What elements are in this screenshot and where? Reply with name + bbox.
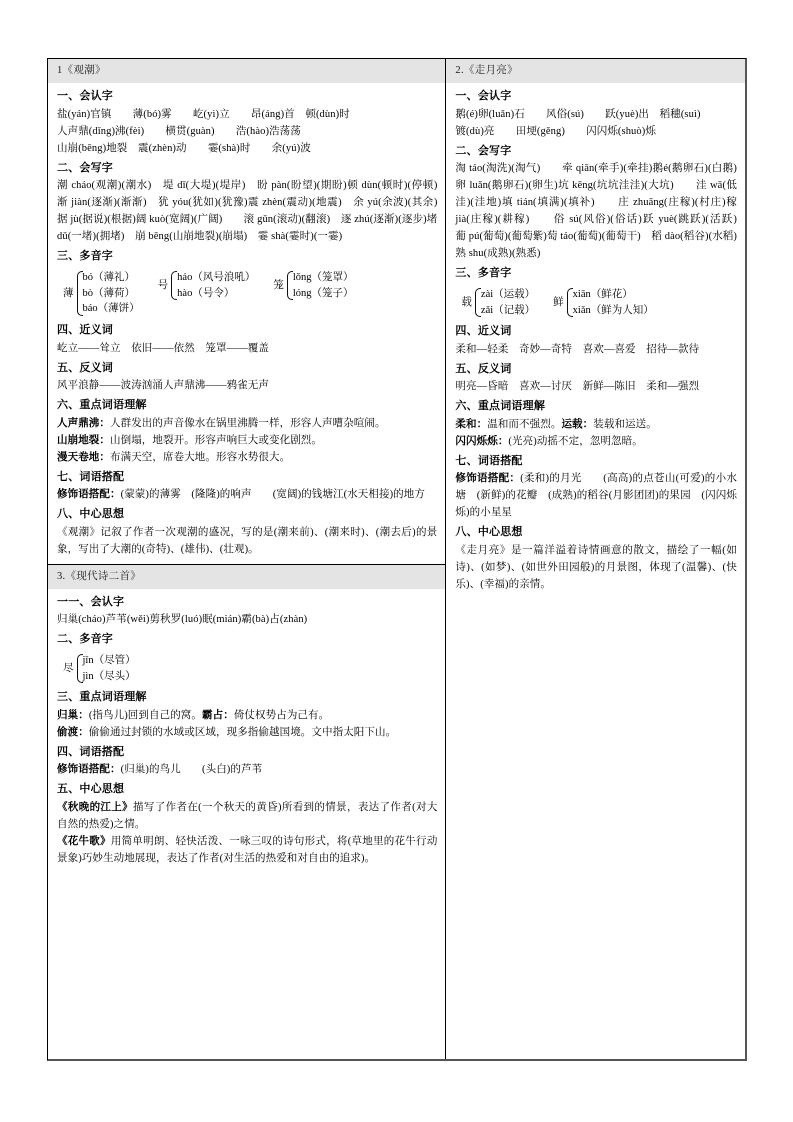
brace-icon xyxy=(473,287,480,319)
lesson-title-zouyueliang: 2.《走月亮》 xyxy=(446,59,745,83)
section-heading-main-idea: 八、中心思想 xyxy=(57,508,125,521)
section-heading-synonyms: 四、近义词 xyxy=(455,325,512,338)
key-word-term: 闪闪烁烁： xyxy=(455,434,509,447)
collocation-term: 修饰语搭配： xyxy=(57,763,121,776)
polyphone-char: 载 xyxy=(461,296,472,308)
polyphone-reading: zǎi（记载） xyxy=(480,304,536,316)
char-line: 淘 táo(淘洗)(淘气) 牵 qiān(牵手)(牵挂)鹅é(鹅卵石)(白鹅) 卵 luǎn(鹅卵石)(卵生)坑 kēng(坑坑洼洼)(大坑) 洼 wā(低洼)(洼地)填 tián(填满)(填补) 庄 zhuāng(庄稼)(村庄)稼 jià(庄稼)(耕稼) 俗 sú(风俗)(俗话)跃 yuè(跳跃)(活跃) 葡 pú(葡萄)(葡萄紫)萄 táo(葡萄)(葡萄干) 稻 dào(稻谷)(水稻)熟 shu(成熟)(熟悉) xyxy=(455,163,759,260)
polyphone-entry xyxy=(63,653,136,685)
polyphone-readings xyxy=(83,270,140,317)
key-word-definition: 偷偷通过封锁的水域或区域，现多指偷越国境。文中指太阳下山。 xyxy=(88,726,397,738)
section-heading-polyphones: 三、多音字 xyxy=(455,267,512,280)
synonym-line: 屹立——耸立 依旧——依然 笼罩——覆盖 xyxy=(57,342,269,354)
polyphone-readings xyxy=(83,653,136,685)
polyphone-char: 笼 xyxy=(273,279,284,291)
polyphone-reading: bó（薄礼） xyxy=(82,271,135,283)
study-guide-table xyxy=(47,58,759,1061)
section-heading-key-words: 三、重点词语理解 xyxy=(57,691,147,704)
key-word-definition: 山倒塌，地裂开。形容声响巨大或变化剧烈。 xyxy=(110,434,322,446)
key-word-definition: (指鸟儿)回到自己的窝。 xyxy=(88,709,203,721)
main-idea-text: 描写了作者在(一个秋天的黄昏)所看到的情景，表达了作者(对大自然的热爱)之情。 xyxy=(57,801,438,830)
polyphone-char: 尽 xyxy=(63,662,74,674)
polyphone-reading: zài（运载） xyxy=(480,288,536,300)
section-heading-key-words: 六、重点词语理解 xyxy=(455,400,546,413)
key-word-term: 运载： xyxy=(561,417,594,430)
char-line: 人声鼎(dǐng)沸(fèi) 横贯(guàn) 浩(hào)浩荡荡 xyxy=(57,125,301,137)
collocation-entry xyxy=(455,470,737,521)
lesson-block-zouyueliang xyxy=(446,59,759,599)
polyphone-group-row xyxy=(459,285,737,321)
main-idea-text: 《观潮》记叙了作者一次观潮的盛况，写的是(潮来前)、(潮来时)、(潮去后)的景象，写出了大潮的(奇特)、(雄伟)、(壮观)。 xyxy=(57,526,438,555)
poem-title: 《秋晚的江上》 xyxy=(57,800,133,813)
char-line: 鹅(é)卵(luǎn)石 风俗(sú) 跃(yuè)出 稻穗(suì) xyxy=(455,108,701,120)
polyphone-readings xyxy=(573,287,654,319)
char-line: 山崩(bēng)地裂 震(zhèn)动 霎(shà)时 余(yú)波 xyxy=(57,142,311,154)
polyphone-reading: háo（风号浪吼） xyxy=(177,271,256,283)
collocation-text: (蒙蒙)的薄雾 (隆隆)的响声 (宽阔)的钱塘江(水天相接)的地方 xyxy=(120,489,425,501)
key-word-entry xyxy=(57,724,437,741)
polyphone-reading: lǒng（笼罩） xyxy=(292,271,354,283)
table-column-left xyxy=(48,59,459,1059)
section-heading-antonyms: 五、反义词 xyxy=(57,361,113,374)
key-word-term: 人声鼎沸： xyxy=(57,416,110,429)
lesson-title-guanchao: 1《观潮》 xyxy=(48,59,445,83)
main-idea-entry xyxy=(57,833,437,867)
brace-icon xyxy=(285,270,292,302)
brace-icon xyxy=(565,287,572,319)
key-word-entry xyxy=(57,449,437,466)
key-word-entry xyxy=(57,415,437,432)
polyphone-readings xyxy=(177,270,255,302)
antonym-line: 明亮—昏暗 喜欢—讨厌 新鲜—陈旧 柔和—强烈 xyxy=(455,381,700,393)
section-heading-collocations: 七、词语搭配 xyxy=(57,470,125,483)
key-word-entry xyxy=(57,432,437,449)
section-heading-polyphones: 二、多音字 xyxy=(57,633,113,646)
lesson-block-xiandaishi xyxy=(48,564,445,873)
section-heading-recognize-chars: 一一、会认字 xyxy=(57,595,125,608)
key-word-term: 归巢： xyxy=(57,708,89,721)
polyphone-entry xyxy=(461,287,535,319)
lesson-title-xiandaishi: 3.《现代诗二首》 xyxy=(48,565,445,589)
polyphone-entry xyxy=(158,270,256,302)
lesson-body-xiandaishi xyxy=(48,589,445,873)
polyphone-entry xyxy=(553,287,654,319)
collocation-term: 修饰语搭配： xyxy=(455,472,521,485)
key-word-term: 柔和： xyxy=(455,417,488,430)
lesson-block-guanchao xyxy=(48,59,459,564)
polyphone-readings xyxy=(293,270,354,302)
polyphone-reading: jìn（尽头） xyxy=(82,670,136,682)
section-heading-write-chars: 二、会写字 xyxy=(57,161,113,174)
section-heading-collocations: 四、词语搭配 xyxy=(57,745,125,758)
section-heading-main-idea: 五、中心思想 xyxy=(57,783,125,796)
polyphone-reading: hào（号令） xyxy=(177,287,235,299)
char-line: 盐(yán)官镇 薄(bó)雾 屹(yì)立 昂(áng)首 顿(dùn)时 xyxy=(57,108,350,120)
main-idea-text: 《走月亮》是一篇洋溢着诗情画意的散文，描绘了一幅(如诗)、(如梦)、(如世外田园般)的月景图，体现了(温馨)、(快乐)、(幸福)的亲情。 xyxy=(455,544,737,590)
key-word-term: 漫天卷地： xyxy=(57,450,110,463)
polyphone-reading: báo（薄饼） xyxy=(82,303,140,315)
polyphone-char: 号 xyxy=(157,279,169,291)
polyphone-readings xyxy=(481,287,535,319)
key-word-definition: 温和而不强烈。 xyxy=(487,418,562,430)
collocation-text: (柔和)的月光 (高高)的点苍山(可爱)的小水塘 (新鲜)的花瓣 (成熟)的稻谷(月影团团)的果园 (闪闪烁烁)的小星星 xyxy=(455,473,737,519)
polyphone-group-row xyxy=(61,268,437,319)
poem-title: 《花牛歌》 xyxy=(57,834,111,847)
polyphone-group-row xyxy=(61,651,437,687)
brace-icon xyxy=(169,270,176,302)
key-word-entry xyxy=(455,416,737,433)
polyphone-reading: xiān（鲜花） xyxy=(572,288,633,300)
polyphone-entry xyxy=(273,270,353,302)
main-idea-text: 用简单明朗、轻快活泼、一咏三叹的诗句形式，将(草地里的花牛行动景象)巧妙生动地展现，表达了作者(对生活的热爱和对自由的追求)。 xyxy=(57,835,438,864)
key-word-definition: 人群发出的声音像水在锅里沸腾一样，形容人声嘈杂喧闹。 xyxy=(110,417,386,429)
polyphone-char: 鲜 xyxy=(553,296,564,308)
key-word-term: 偷渡： xyxy=(57,725,89,738)
lesson-body-guanchao xyxy=(48,83,459,563)
polyphone-reading: lóng（笼子） xyxy=(292,287,354,299)
key-word-term: 山崩地裂： xyxy=(57,433,110,446)
lesson-body-zouyueliang xyxy=(446,83,759,599)
table-column-right xyxy=(446,59,759,1059)
key-word-definition: (光亮)动摇不定，忽明忽暗。 xyxy=(508,435,643,447)
key-word-entry xyxy=(455,433,737,450)
section-heading-main-idea: 八、中心思想 xyxy=(455,526,523,539)
key-word-definition: 倚仗权势占为己有。 xyxy=(233,709,330,721)
collocation-entry xyxy=(57,486,437,503)
polyphone-reading: jǐn（尽管） xyxy=(82,654,136,666)
polyphone-reading: bò（薄荷） xyxy=(82,287,135,299)
collocation-term: 修饰语搭配： xyxy=(57,488,121,501)
section-heading-synonyms: 四、近义词 xyxy=(57,324,113,337)
section-heading-recognize-chars: 一、会认字 xyxy=(455,90,512,103)
char-line: 镀(dù)亮 田埂(gěng) 闪闪烁(shuò)烁 xyxy=(455,125,656,137)
collocation-text: (归巢)的鸟儿 (头白)的芦苇 xyxy=(120,764,263,776)
section-heading-recognize-chars: 一、会认字 xyxy=(57,90,113,103)
synonym-line: 柔和—轻柔 奇妙—奇特 喜欢—喜爱 招待—款待 xyxy=(455,343,700,355)
section-heading-antonyms: 五、反义词 xyxy=(455,362,512,375)
section-heading-collocations: 七、词语搭配 xyxy=(455,454,523,467)
section-heading-key-words: 六、重点词语理解 xyxy=(57,399,147,412)
antonym-line: 风平浪静——波涛汹涌人声鼎沸——鸦雀无声 xyxy=(57,380,269,392)
polyphone-reading: xiǎn（鲜为人知） xyxy=(572,304,654,316)
polyphone-entry xyxy=(63,270,140,317)
brace-icon xyxy=(75,653,82,685)
main-idea-entry xyxy=(57,799,437,833)
collocation-entry xyxy=(57,761,437,778)
char-line: 潮 cháo(观潮)(潮水) 堤 dī(大堤)(堤岸) 盼 pàn(盼望)(期盼)顿 dùn(顿时)(停顿) 渐 jiàn(逐渐)(渐渐) 犹 yóu(犹如)(犹豫)震 zhèn(震动)(地震) 余 yú(余波)(其余) 据 jù(据说)(根据)阔 kuò(宽阔)(广阔) 滚 gǔn(滚动)(翻滚) 逐 zhú(逐渐)(逐步)堵 dǔ(一堵)(拥堵) 崩 bēng(山崩地裂)(崩塌) 霎 shà(霎时)(一霎) xyxy=(57,180,459,243)
section-heading-write-chars: 二、会写字 xyxy=(455,144,512,157)
polyphone-char: 薄 xyxy=(63,287,74,299)
key-word-entry xyxy=(57,707,437,724)
key-word-definition: 装载和运送。 xyxy=(593,418,657,430)
char-line: 归巢(cháo)芦苇(wěi)剪秋罗(luó)眠(mián)霸(bà)占(zhàn) xyxy=(57,614,308,626)
brace-icon xyxy=(75,270,82,317)
key-word-term: 霸占： xyxy=(202,708,234,721)
key-word-definition: 布满天空，席卷大地。形容水势很大。 xyxy=(110,451,291,463)
section-heading-polyphones: 三、多音字 xyxy=(57,250,113,263)
